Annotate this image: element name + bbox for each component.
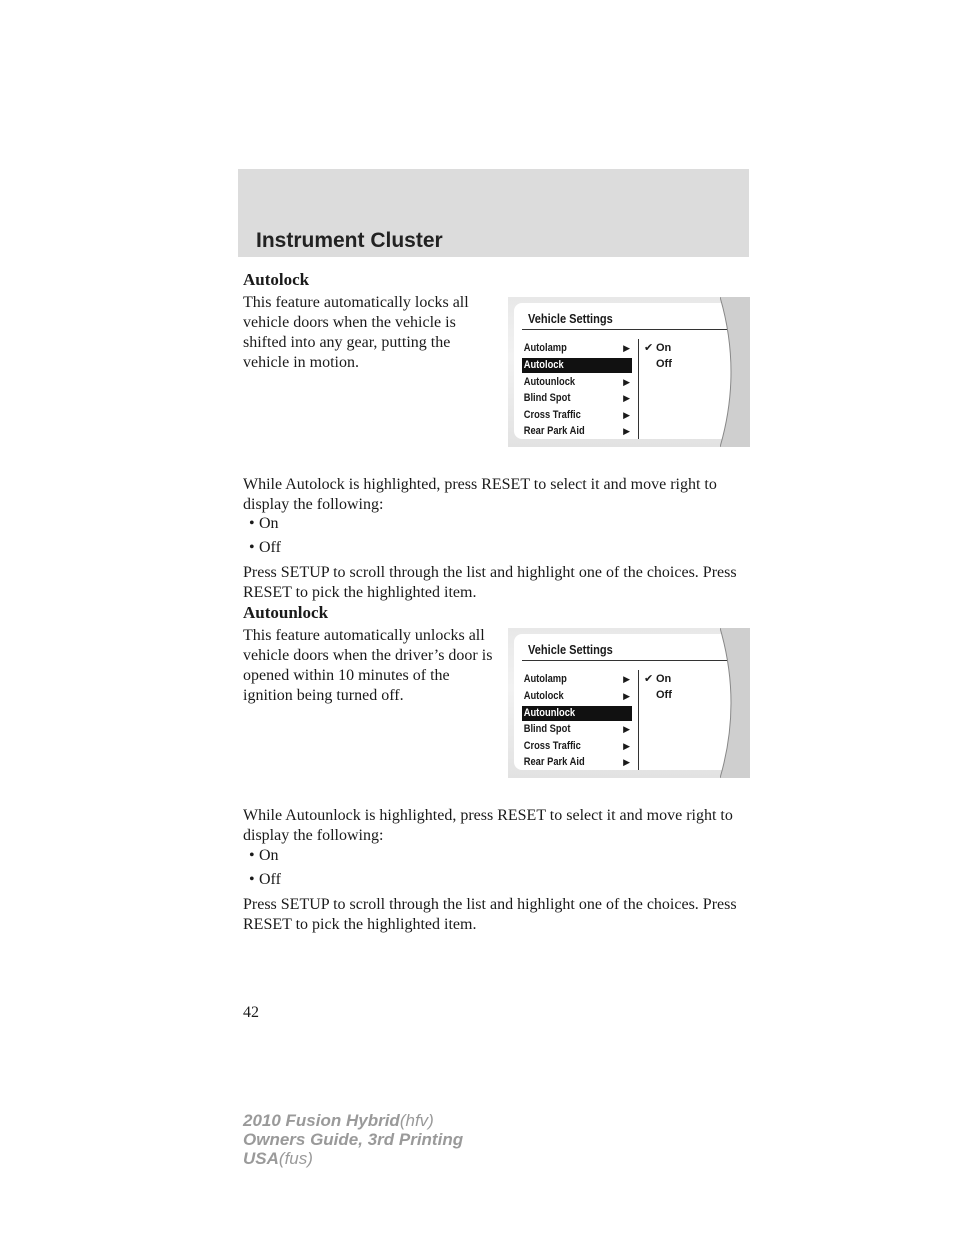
arrow-right-icon: ▶ bbox=[623, 741, 630, 751]
display-title: Vehicle Settings bbox=[528, 311, 613, 326]
menu-item-highlighted: Autounlock bbox=[522, 706, 632, 721]
autounlock-bullet: • Off bbox=[249, 871, 281, 888]
display-autounlock bbox=[508, 628, 750, 778]
section-title: Instrument Cluster bbox=[256, 229, 443, 252]
autolock-bullet: • Off bbox=[249, 539, 281, 556]
display-bezel bbox=[720, 628, 750, 778]
option-on: ✔ On bbox=[644, 673, 672, 685]
option-off: Off bbox=[656, 689, 672, 701]
autolock-heading-wrap bbox=[243, 270, 753, 290]
autolock-instruction: While Autolock is highlighted, press RESET to select it and move right to display the following: bbox=[243, 476, 717, 513]
autolock-heading: Autolock bbox=[243, 270, 310, 289]
menu-item: Autolamp ▶ bbox=[523, 342, 630, 354]
autounlock-heading-wrap bbox=[243, 603, 753, 623]
menu-item: Blind Spot ▶ bbox=[523, 392, 630, 404]
arrow-right-icon: ▶ bbox=[623, 757, 630, 767]
display-bezel bbox=[720, 297, 750, 447]
checkmark-icon: ✔ bbox=[644, 673, 654, 685]
footer-model: 2010 Fusion Hybrid bbox=[243, 1111, 400, 1130]
arrow-right-icon: ▶ bbox=[623, 343, 630, 353]
display-screen bbox=[514, 634, 736, 770]
menu-item: Cross Traffic ▶ bbox=[523, 740, 630, 752]
arrow-right-icon: ▶ bbox=[623, 426, 630, 436]
footer-model-code: (hfv) bbox=[399, 1111, 434, 1130]
menu-item: Autolamp ▶ bbox=[523, 673, 630, 685]
menu-item-highlighted: Autolock bbox=[522, 358, 632, 373]
autounlock-bullet: • On bbox=[249, 847, 279, 864]
autolock-intro: This feature automatically locks all vehicle doors when the vehicle is shifted into any gear, putting the vehicle in motion. bbox=[243, 294, 469, 371]
arrow-right-icon: ▶ bbox=[623, 724, 630, 734]
autounlock-intro: This feature automatically unlocks all vehicle doors when the driver’s door is opened within 10 minutes of the ignition being turned off. bbox=[243, 627, 493, 704]
display-autolock bbox=[508, 297, 750, 447]
section-header-band bbox=[238, 169, 749, 257]
display-title: Vehicle Settings bbox=[528, 642, 613, 657]
menu-item: Autounlock ▶ bbox=[523, 376, 630, 388]
page-number: 42 bbox=[243, 1004, 259, 1021]
autounlock-instruction: While Autounlock is highlighted, press RESET to select it and move right to display the following: bbox=[243, 807, 733, 844]
option-off: Off bbox=[656, 358, 672, 370]
menu-item: Cross Traffic ▶ bbox=[523, 409, 630, 421]
footer-market: USA bbox=[243, 1149, 279, 1168]
autolock-bullet: • On bbox=[249, 515, 279, 532]
menu-item: Blind Spot ▶ bbox=[523, 723, 630, 735]
menu-item: Autolock ▶ bbox=[523, 690, 630, 702]
arrow-right-icon: ▶ bbox=[623, 674, 630, 684]
autounlock-heading: Autounlock bbox=[243, 603, 329, 622]
autounlock-closing: Press SETUP to scroll through the list and highlight one of the choices. Press RESET to pick the highlighted item. bbox=[243, 896, 737, 933]
footer bbox=[243, 1111, 463, 1168]
checkmark-icon: ✔ bbox=[644, 342, 654, 354]
arrow-right-icon: ▶ bbox=[623, 377, 630, 387]
menu-item: Rear Park Aid ▶ bbox=[523, 425, 630, 437]
footer-guide: Owners Guide, 3rd Printing bbox=[243, 1130, 464, 1149]
footer-market-code: (fus) bbox=[278, 1149, 313, 1168]
arrow-right-icon: ▶ bbox=[623, 691, 630, 701]
arrow-right-icon: ▶ bbox=[623, 393, 630, 403]
display-screen bbox=[514, 303, 736, 439]
arrow-right-icon: ▶ bbox=[623, 410, 630, 420]
menu-item: Rear Park Aid ▶ bbox=[523, 756, 630, 768]
autolock-closing: Press SETUP to scroll through the list and highlight one of the choices. Press RESET to pick the highlighted item. bbox=[243, 564, 737, 601]
option-on: ✔ On bbox=[644, 342, 672, 354]
